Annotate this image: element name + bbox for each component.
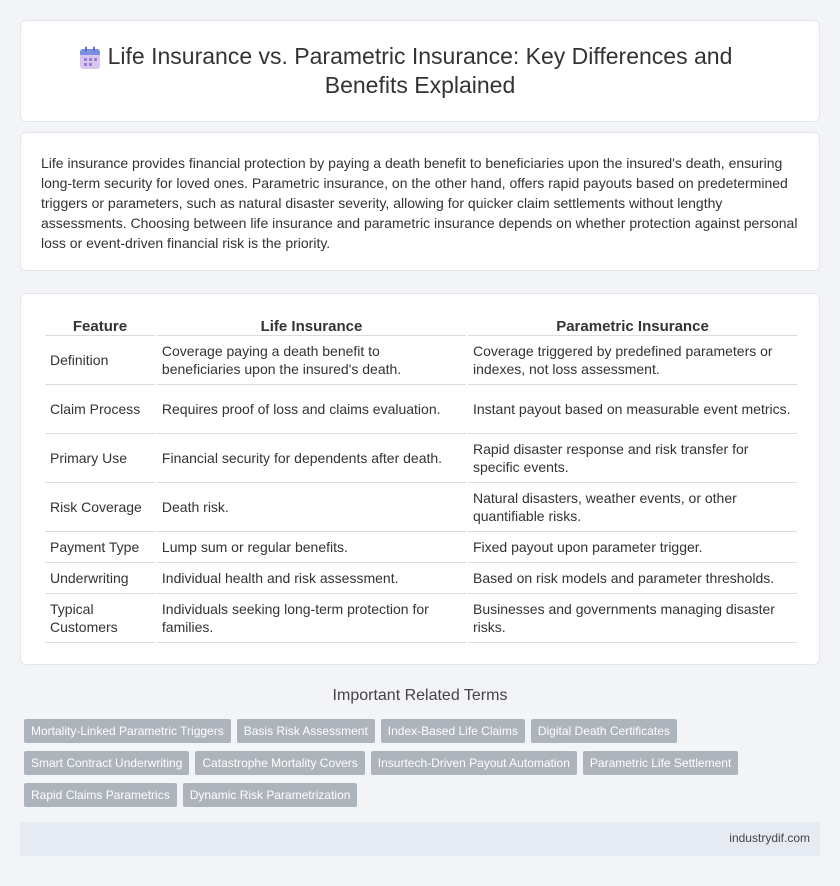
life-insurance-cell: Financial security for dependents after death.	[157, 434, 466, 483]
table-row	[45, 434, 797, 483]
feature-cell: Claim Process	[45, 385, 155, 434]
related-term-tag[interactable]: Insurtech-Driven Payout Automation	[371, 751, 577, 775]
title-card	[20, 20, 820, 122]
column-header: Life Insurance	[157, 316, 466, 336]
life-insurance-cell: Death risk.	[157, 483, 466, 532]
life-insurance-cell: Individual health and risk assessment.	[157, 563, 466, 594]
intro-paragraph: Life insurance provides financial protection by paying a death benefit to beneficiaries upon the insured's death, ensuring long-term security for loved ones. Parametric insurance, on the other hand, offers rapid payouts based on predetermined triggers or parameters, such as natural disaster severity, allowing for quicker claim settlements without lengthy assessments. Choosing between life insurance and parametric insurance depends on whether protection against personal loss or event-driven financial risk is the priority.	[41, 155, 798, 251]
life-insurance-cell: Lump sum or regular benefits.	[157, 532, 466, 563]
related-term-tag[interactable]: Parametric Life Settlement	[583, 751, 738, 775]
related-terms-list	[24, 719, 820, 807]
related-term-tag[interactable]: Smart Contract Underwriting	[24, 751, 189, 775]
parametric-insurance-cell: Based on risk models and parameter thresholds.	[468, 563, 797, 594]
comparison-card	[20, 293, 820, 665]
feature-cell: Risk Coverage	[45, 483, 155, 532]
table-row	[45, 385, 797, 434]
related-term-tag[interactable]: Rapid Claims Parametrics	[24, 783, 177, 807]
intro-card	[20, 132, 820, 271]
life-insurance-cell: Individuals seeking long-term protection for families.	[157, 594, 466, 643]
related-term-tag[interactable]: Digital Death Certificates	[531, 719, 677, 743]
life-insurance-cell: Coverage paying a death benefit to beneficiaries upon the insured's death.	[157, 336, 466, 385]
related-term-tag[interactable]: Mortality-Linked Parametric Triggers	[24, 719, 231, 743]
table-header-row	[45, 316, 797, 336]
parametric-insurance-cell: Natural disasters, weather events, or other quantifiable risks.	[468, 483, 797, 532]
comparison-table	[43, 316, 799, 643]
column-header: Parametric Insurance	[468, 316, 797, 336]
feature-cell: Primary Use	[45, 434, 155, 483]
related-term-tag[interactable]: Catastrophe Mortality Covers	[195, 751, 364, 775]
table-row	[45, 594, 797, 643]
table-row	[45, 532, 797, 563]
column-header: Feature	[45, 316, 155, 336]
table-row	[45, 336, 797, 385]
related-terms-heading: Important Related Terms	[332, 687, 508, 704]
page-title: Life Insurance vs. Parametric Insurance: Key Differences and Benefits Explained	[107, 43, 733, 98]
feature-cell: Underwriting	[45, 563, 155, 594]
related-term-tag[interactable]: Basis Risk Assessment	[237, 719, 375, 743]
related-term-tag[interactable]: Index-Based Life Claims	[381, 719, 525, 743]
life-insurance-cell: Requires proof of loss and claims evaluation.	[157, 385, 466, 434]
footer-bar	[20, 822, 820, 856]
table-row	[45, 483, 797, 532]
footer-site-link[interactable]: industrydif.com	[729, 831, 810, 845]
related-term-tag[interactable]: Dynamic Risk Parametrization	[183, 783, 358, 807]
parametric-insurance-cell: Businesses and governments managing disaster risks.	[468, 594, 797, 643]
parametric-insurance-cell: Instant payout based on measurable event metrics.	[468, 385, 797, 434]
feature-cell: Typical Customers	[45, 594, 155, 643]
parametric-insurance-cell: Coverage triggered by predefined parameters or indexes, not loss assessment.	[468, 336, 797, 385]
parametric-insurance-cell: Fixed payout upon parameter trigger.	[468, 532, 797, 563]
feature-cell: Payment Type	[45, 532, 155, 563]
table-row	[45, 563, 797, 594]
feature-cell: Definition	[45, 336, 155, 385]
parametric-insurance-cell: Rapid disaster response and risk transfer for specific events.	[468, 434, 797, 483]
